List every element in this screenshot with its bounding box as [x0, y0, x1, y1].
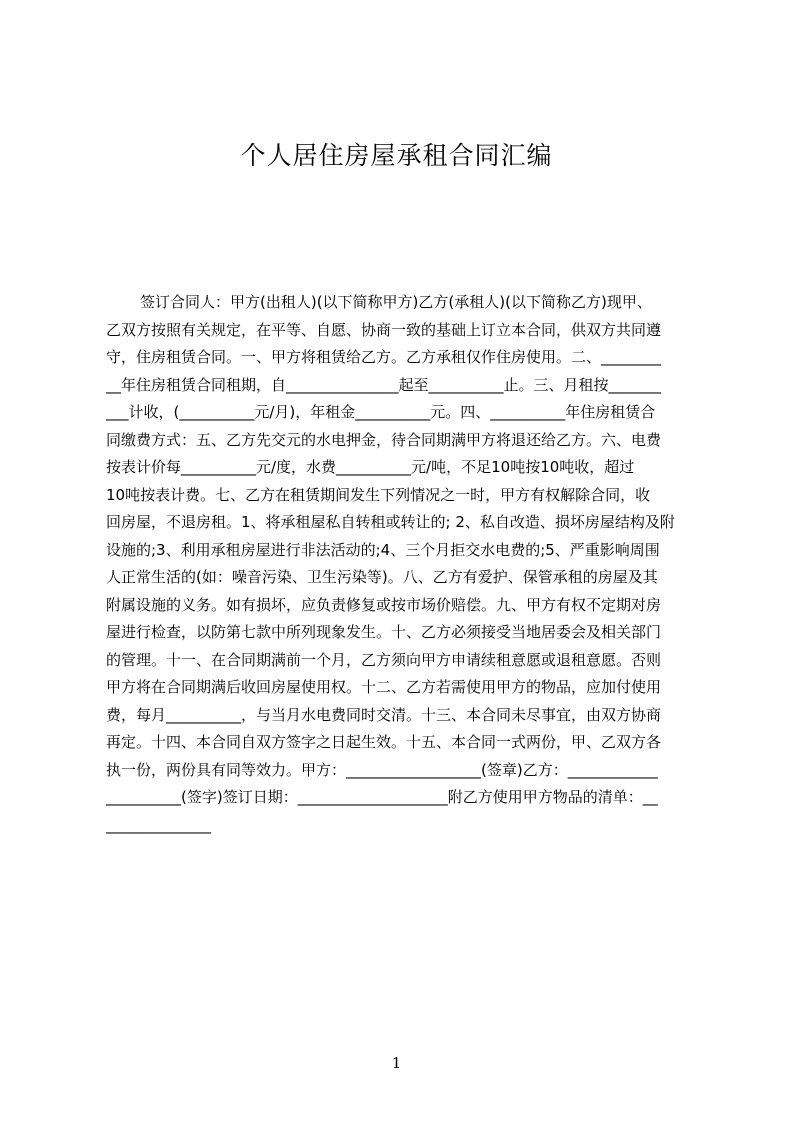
page-number: 1 — [391, 1054, 402, 1072]
body-line: 设施的;3、利用承租房屋进行非法活动的;4、三个月拒交水电费的;5、严重影响周围 — [106, 540, 660, 559]
body-line: 的管理。十一、在合同期满前一个月，乙方须向甲方申请续租意愿或退租意愿。否则 — [106, 650, 662, 669]
body-line: __年住房租赁合同租期，自_______________起至__________止。三、月租按_______ — [106, 375, 662, 394]
body-line: 乙双方按照有关规定，在平等、自愿、协商一致的基础上订立本合同，供双方共同遵 — [106, 320, 662, 339]
body-line: 甲方将在合同期满后收回房屋使用权。十二、乙方若需使用甲方的物品，应加付使用 — [106, 678, 662, 696]
body-line: 签订合同人：甲方(出租人)(以下简称甲方)乙方(承租人)(以下简称乙方)现甲、 — [140, 293, 652, 311]
body-line: ___计收，(__________元/月)，年租金__________元。四、__________年住房租赁合 — [106, 403, 656, 421]
body-line: 屋进行检查，以防第七款中所列现象发生。十、乙方必须接受当地居委会及相关部门 — [106, 623, 662, 641]
body-line: ______________ — [106, 815, 211, 834]
body-line: 守，住房租赁合同。一、甲方将租赁给乙方。乙方承租仅作住房使用。二、________ — [106, 348, 662, 366]
body-line: 再定。十四、本合同自双方签字之日起生效。十五、本合同一式两份，甲、乙双方各 — [106, 733, 662, 751]
body-line: 回房屋，不退房租。1、将承租屋私自转租或转让的; 2、私自改造、损坏房屋结构及附 — [106, 513, 675, 531]
body-line: 附属设施的义务。如有损坏，应负责修复或按市场价赔偿。九、甲方有权不定期对房 — [106, 595, 662, 614]
body-line: 执一份，两份具有同等效力。甲方：__________________(签章)乙方：____________ — [106, 760, 658, 779]
body-line: __________(签字)签订日期：____________________附乙方使用甲方物品的清单：__ — [106, 788, 658, 806]
body-line: 按表计价每__________元/度，水费__________元/吨，不足10吨按10吨收，超过 — [106, 458, 635, 476]
body-line: 10吨按表计费。七、乙方在租赁期间发生下列情况之一时，甲方有权解除合同，收 — [106, 485, 651, 504]
body-line: 同缴费方式：五、乙方先交元的水电押金，待合同期满甲方将退还给乙方。六、电费 — [106, 430, 662, 449]
body-line: 费，每月__________，与当月水电费同时交清。十三、本合同未尽事宜，由双方协商 — [106, 705, 662, 724]
document-title: 个人居住房屋承租合同汇编 — [240, 141, 553, 170]
contract-body — [106, 289, 698, 839]
body-line: 人正常生活的(如：噪音污染、卫生污染等)。八、乙方有爱护、保管承租的房屋及其 — [106, 568, 658, 586]
